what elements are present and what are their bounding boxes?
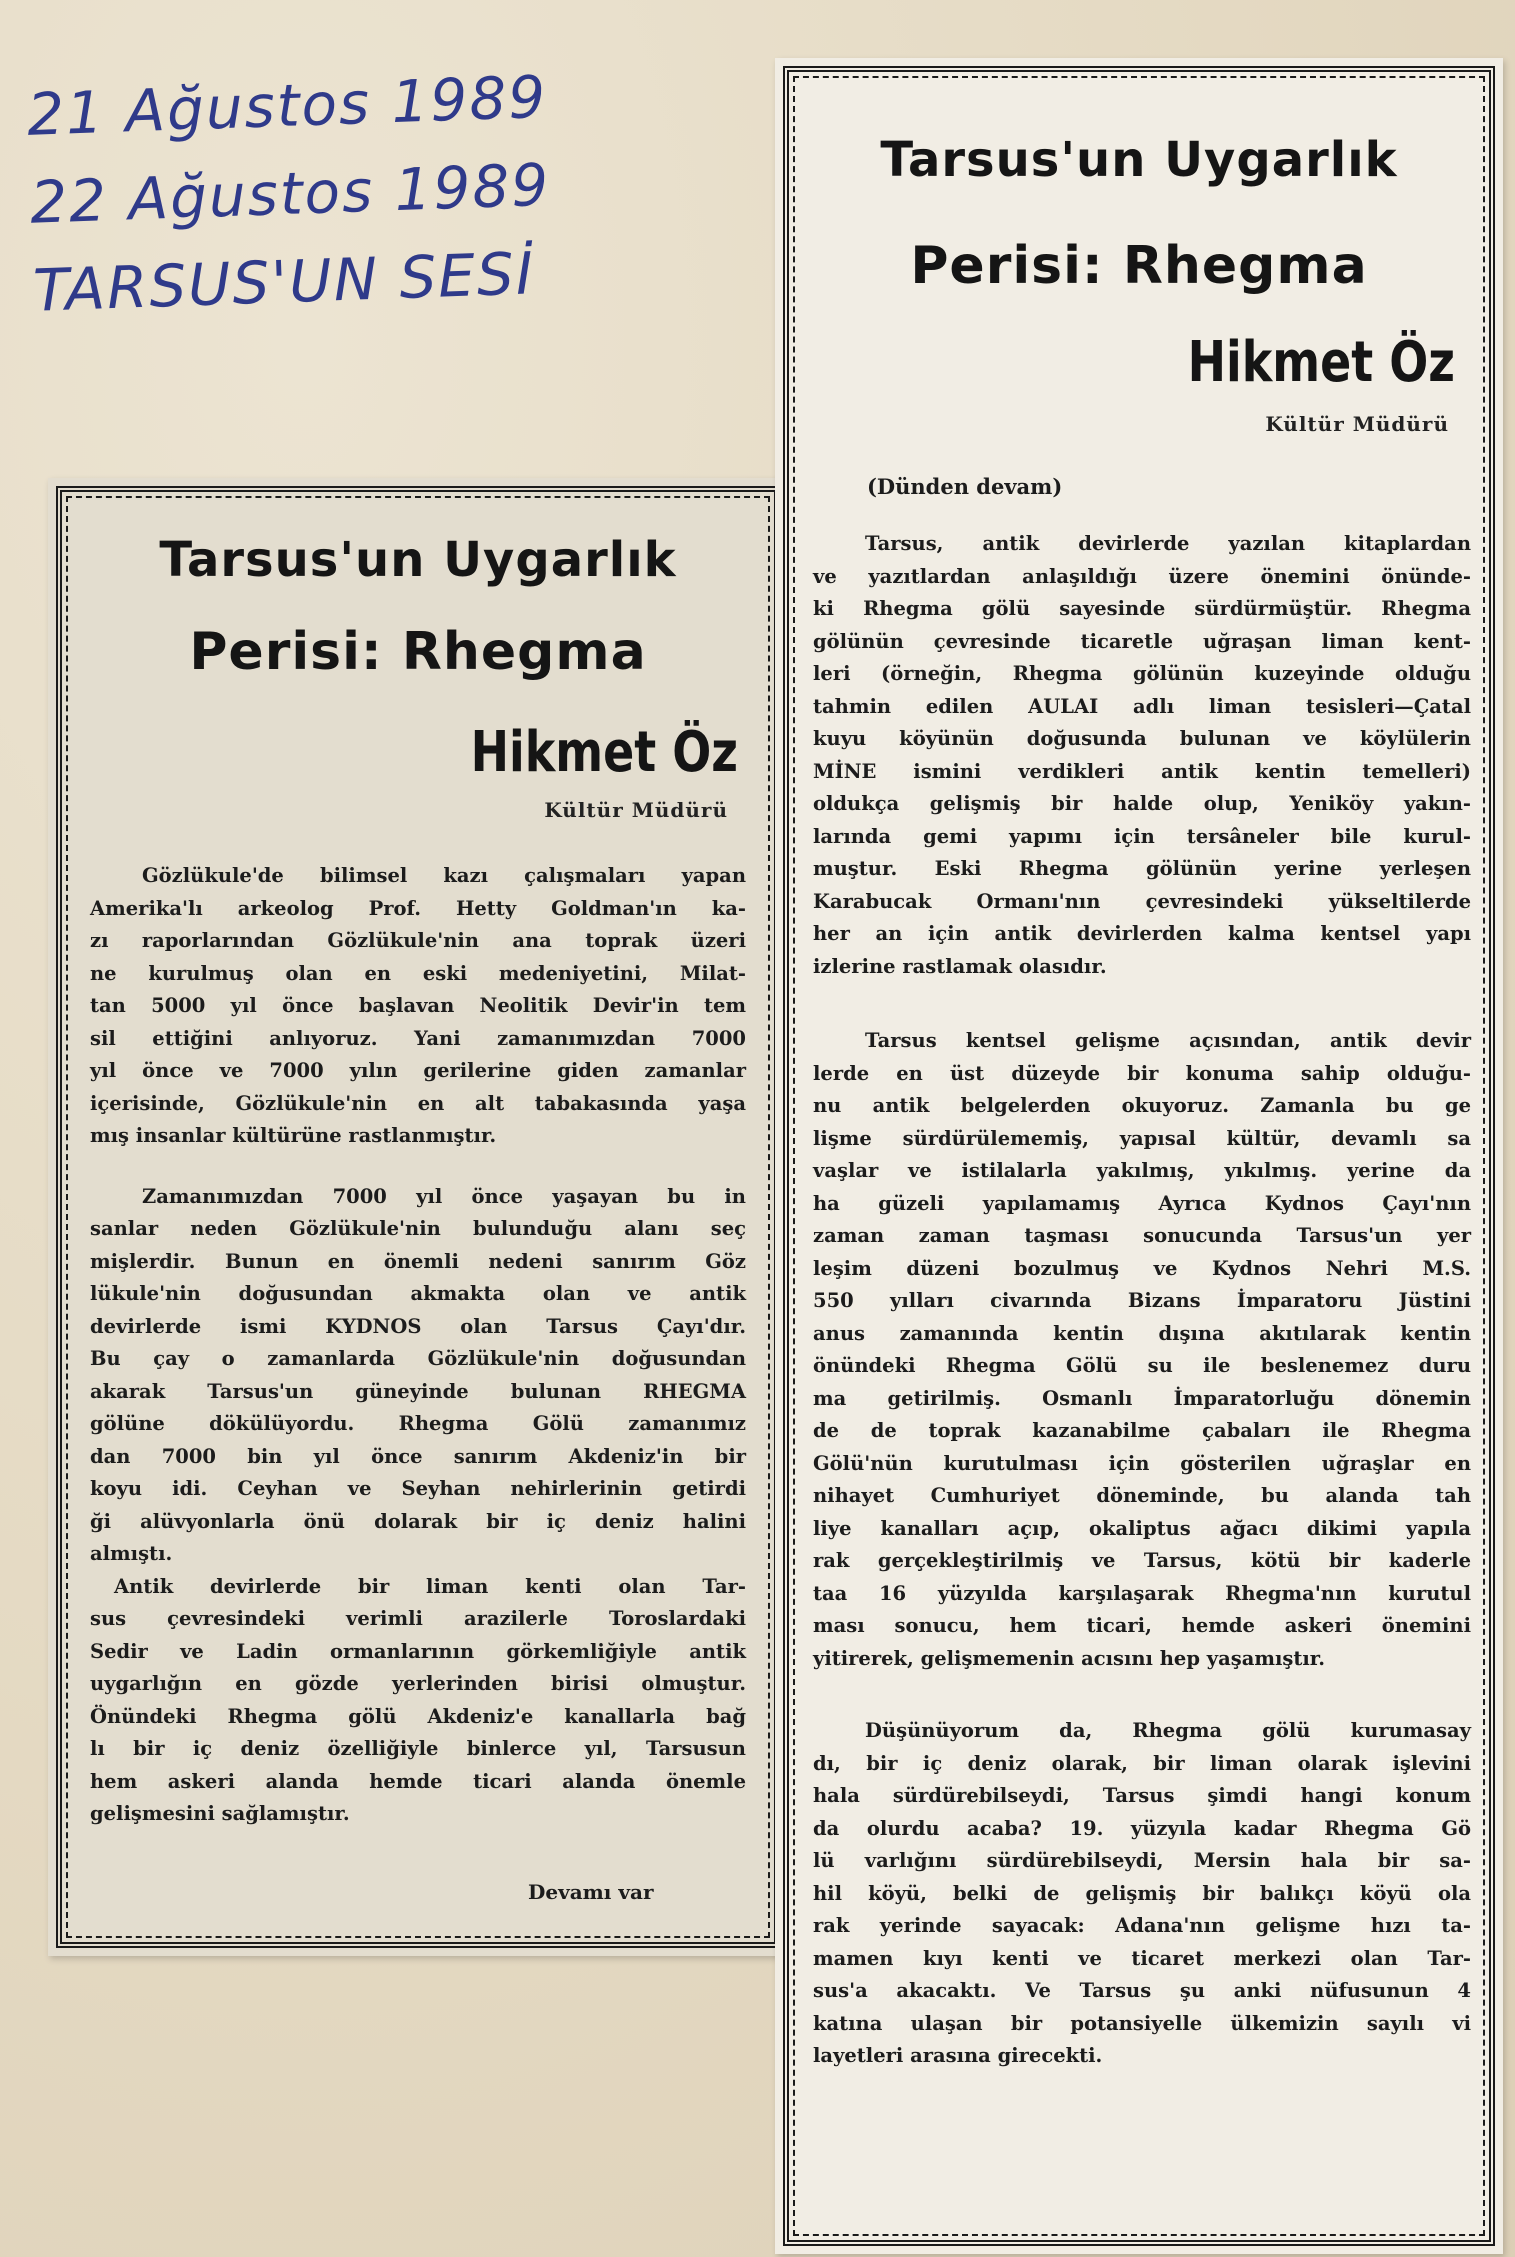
text-line: almıştı. [90, 1542, 173, 1565]
right-newspaper-clipping [775, 58, 1503, 2254]
text-line: Bu çay o zamanlarda Gözlükule'nin doğusundan [90, 1347, 746, 1370]
left-author-role: Kültür Müdürü [544, 798, 728, 822]
text-line: her an için antik devirlerden kalma kentsel yapı [813, 922, 1471, 945]
text-line: uygarlığın en gözde yerlerinden birisi olmuştur. [90, 1672, 746, 1695]
text-line: gölünün çevresinde ticaretle uğraşan liman kent- [813, 629, 1471, 653]
text-line: ne kurulmuş olan en eski medeniyetini, Milat- [90, 961, 746, 985]
text-line: sus çevresindeki verimli arazilerle Toroslardaki [90, 1607, 746, 1630]
text-line: anus zamanında kentin dışına akıtılarak kentin [813, 1321, 1471, 1345]
text-line: gelişmesini sağlamıştır. [90, 1802, 350, 1825]
text-line: sil ettiğini anlıyoruz. Yani zamanımızdan 7000 [90, 1026, 746, 1050]
text-line: koyu idi. Ceyhan ve Seyhan nehirlerinin getirdi [90, 1477, 746, 1500]
text-line: zaman zaman taşması sonucunda Tarsus'un yer [813, 1224, 1471, 1247]
text-line: Düşünüyorum da, Rhegma gölü kurumasay [865, 1719, 1471, 1742]
left-title-line1: Tarsus'un Uygarlık [159, 532, 677, 588]
text-line: dan 7000 bin yıl önce sanırım Akdeniz'in bir [90, 1444, 746, 1468]
left-author: Hikmet Öz [470, 720, 738, 785]
text-line: akarak Tarsus'un güneyinde bulunan RHEGMA [90, 1379, 746, 1403]
text-line: 550 yılları civarında Bizans İmparatoru Jüstini [813, 1289, 1471, 1312]
text-line: leşim düzeni bozulmuş ve Kydnos Nehri M.S. [813, 1256, 1471, 1280]
text-line: Önündeki Rhegma gölü Akdeniz'e kanallarla bağ [90, 1704, 746, 1728]
text-line: yitirerek, gelişmemenin acısını hep yaşamıştır. [813, 1646, 1326, 1670]
text-line: tahmin edilen AULAI adlı liman tesisleri—Çatal [813, 694, 1471, 718]
text-line: oldukça gelişmiş bir halde olup, Yeniköy yakın- [813, 792, 1471, 815]
left-article-body [90, 860, 746, 1831]
text-line: nu antik belgelerden okuyoruz. Zamanla bu ge [813, 1094, 1471, 1117]
left-title-line2: Perisi: Rhegma [189, 622, 647, 682]
text-line: MİNE ismini verdikleri antik kentin temelleri) [813, 759, 1471, 783]
text-line: ması sonucu, hem ticari, hemde askeri önemini [813, 1614, 1471, 1637]
text-line: liye kanalları açıp, okaliptus ağacı dikimi yapıla [813, 1516, 1471, 1540]
right-author-role: Kültür Müdürü [1265, 412, 1449, 436]
handwritten-source: TARSUS'UN SESİ [32, 239, 536, 325]
text-line: Gölü'nün kurutulması için gösterilen uğraşlar en [813, 1451, 1471, 1475]
left-paragraph-1 [90, 860, 746, 1153]
text-line: layetleri arasına girecekti. [813, 2044, 1103, 2067]
text-line: hem askeri alanda hemde ticari alanda önemle [90, 1769, 746, 1793]
text-line: lükule'nin doğusundan akmakta olan ve antik [90, 1282, 746, 1305]
text-line: leri (örneğin, Rhegma gölünün kuzeyinde olduğu [813, 662, 1471, 685]
text-line: ma getirilmiş. Osmanlı İmparatorluğu dönemin [813, 1386, 1471, 1410]
text-line: Antik devirlerde bir liman kenti olan Tar- [114, 1574, 746, 1598]
text-line: Gözlükule'de bilimsel kazı çalışmaları yapan [142, 864, 746, 887]
text-line: Sedir ve Ladin ormanlarının görkemliğiyle antik [90, 1639, 746, 1663]
text-line: önündeki Rhegma Gölü su ile beslenemez duru [813, 1354, 1471, 1377]
right-title-line2: Perisi: Rhegma [910, 236, 1368, 296]
text-line: lü varlığını sürdürebilseydi, Mersin hala bir sa- [813, 1849, 1471, 1872]
text-line: hil köyü, belki de gelişmiş bir balıkçı köyü ola [813, 1881, 1471, 1905]
right-article-body [813, 528, 1471, 2073]
text-line: katına ulaşan bir potansiyelle ülkemizin sayılı vi [813, 2011, 1471, 2035]
text-line: yıl önce ve 7000 yılın gerilerine giden zamanlar [90, 1059, 746, 1082]
text-line: vaşlar ve istilalarla yakılmış, yıkılmış. yerine da [813, 1159, 1471, 1182]
text-line: zı raporlarından Gözlükule'nin ana toprak üzeri [90, 929, 746, 952]
text-line: ği alüvyonlarla önü dolarak bir iç deniz halini [90, 1509, 746, 1533]
text-line: larında gemi yapımı için tersâneler bile kurul- [813, 824, 1471, 848]
text-line: mişlerdir. Bunun en önemli nedeni sanırım Göz [90, 1249, 746, 1273]
text-line: de de toprak kazanabilme çabaları ile Rhegma [813, 1419, 1471, 1442]
text-line: sanlar neden Gözlükule'nin bulunduğu alanı seç [90, 1217, 746, 1240]
left-continued-note: Devamı var [528, 1880, 654, 1904]
text-line: lerde en üst düzeyde bir konuma sahip olduğu- [813, 1061, 1471, 1085]
text-line: muştur. Eski Rhegma gölünün yerine yerleşen [813, 857, 1471, 880]
text-line: Amerika'lı arkeolog Prof. Hetty Goldman'ın ka- [90, 896, 746, 920]
right-paragraph-1 [813, 528, 1471, 983]
text-line: içerisinde, Gözlükule'nin en alt tabakasında yaşa [90, 1091, 746, 1115]
text-line: mamen kıyı kenti ve ticaret merkezi olan Tar- [813, 1946, 1471, 1970]
text-line: tan 5000 yıl önce başlavan Neolitik Devir'in tem [90, 994, 746, 1017]
left-paragraph-3 [90, 1571, 746, 1831]
left-newspaper-clipping [48, 478, 788, 1956]
right-paragraph-2 [813, 1025, 1471, 1675]
text-line: Tarsus kentsel gelişme açısından, antik devir [865, 1029, 1471, 1052]
text-line: sus'a akacaktı. Ve Tarsus şu anki nüfusunun 4 [813, 1979, 1471, 2002]
text-line: rak gerçekleştirilmiş ve Tarsus, kötü bir kaderle [813, 1549, 1471, 1572]
text-line: Tarsus, antik devirlerde yazılan kitaplardan [865, 532, 1471, 555]
text-line: nihayet Cumhuriyet döneminde, bu alanda tah [813, 1484, 1471, 1507]
text-line: hala sürdürebilseydi, Tarsus şimdi hangi konum [813, 1784, 1471, 1807]
text-line: devirlerde ismi KYDNOS olan Tarsus Çayı'dır. [90, 1314, 746, 1338]
text-line: mış insanlar kültürüne rastlanmıştır. [90, 1124, 497, 1147]
right-paragraph-3 [813, 1715, 1471, 2073]
text-line: lı bir iç deniz özelliğiyle binlerce yıl, Tarsusun [90, 1737, 746, 1760]
right-author: Hikmet Öz [1187, 330, 1455, 395]
right-title-line1: Tarsus'un Uygarlık [880, 132, 1398, 188]
handwritten-date-1: 21 Ağustos 1989 [25, 62, 549, 149]
text-line: lişme sürdürülememiş, yapısal kültür, devamlı sa [813, 1126, 1471, 1150]
text-line: dı, bir iç deniz olarak, bir liman olarak işlevini [813, 1751, 1471, 1775]
text-line: kuyu köyünün doğusunda bulunan ve köylülerin [813, 727, 1471, 750]
handwritten-notes [26, 49, 655, 334]
left-paragraph-2 [90, 1181, 746, 1571]
right-intro-note: (Dünden devam) [867, 474, 1063, 499]
text-line: Zamanımızdan 7000 yıl önce yaşayan bu in [142, 1184, 746, 1208]
text-line: ha güzeli yapılamamış Ayrıca Kydnos Çayı'nın [813, 1191, 1471, 1215]
text-line: ve yazıtlardan anlaşıldığı üzere önemini önünde- [813, 564, 1471, 588]
text-line: gölüne dökülüyordu. Rhegma Gölü zamanımız [90, 1412, 746, 1435]
text-line: rak yerinde sayacak: Adana'nın gelişme hızı ta- [813, 1914, 1471, 1937]
text-line: Karabucak Ormanı'nın çevresindeki yükseltilerde [813, 889, 1471, 913]
text-line: ki Rhegma gölü sayesinde sürdürmüştür. Rhegma [813, 597, 1471, 620]
text-line: taa 16 yüzyılda karşılaşarak Rhegma'nın kurutul [813, 1581, 1471, 1605]
text-line: izlerine rastlamak olasıdır. [813, 954, 1107, 978]
handwritten-date-2: 22 Ağustos 1989 [29, 150, 552, 237]
text-line: da olurdu acaba? 19. yüzyıla kadar Rhegma Gö [813, 1816, 1471, 1840]
